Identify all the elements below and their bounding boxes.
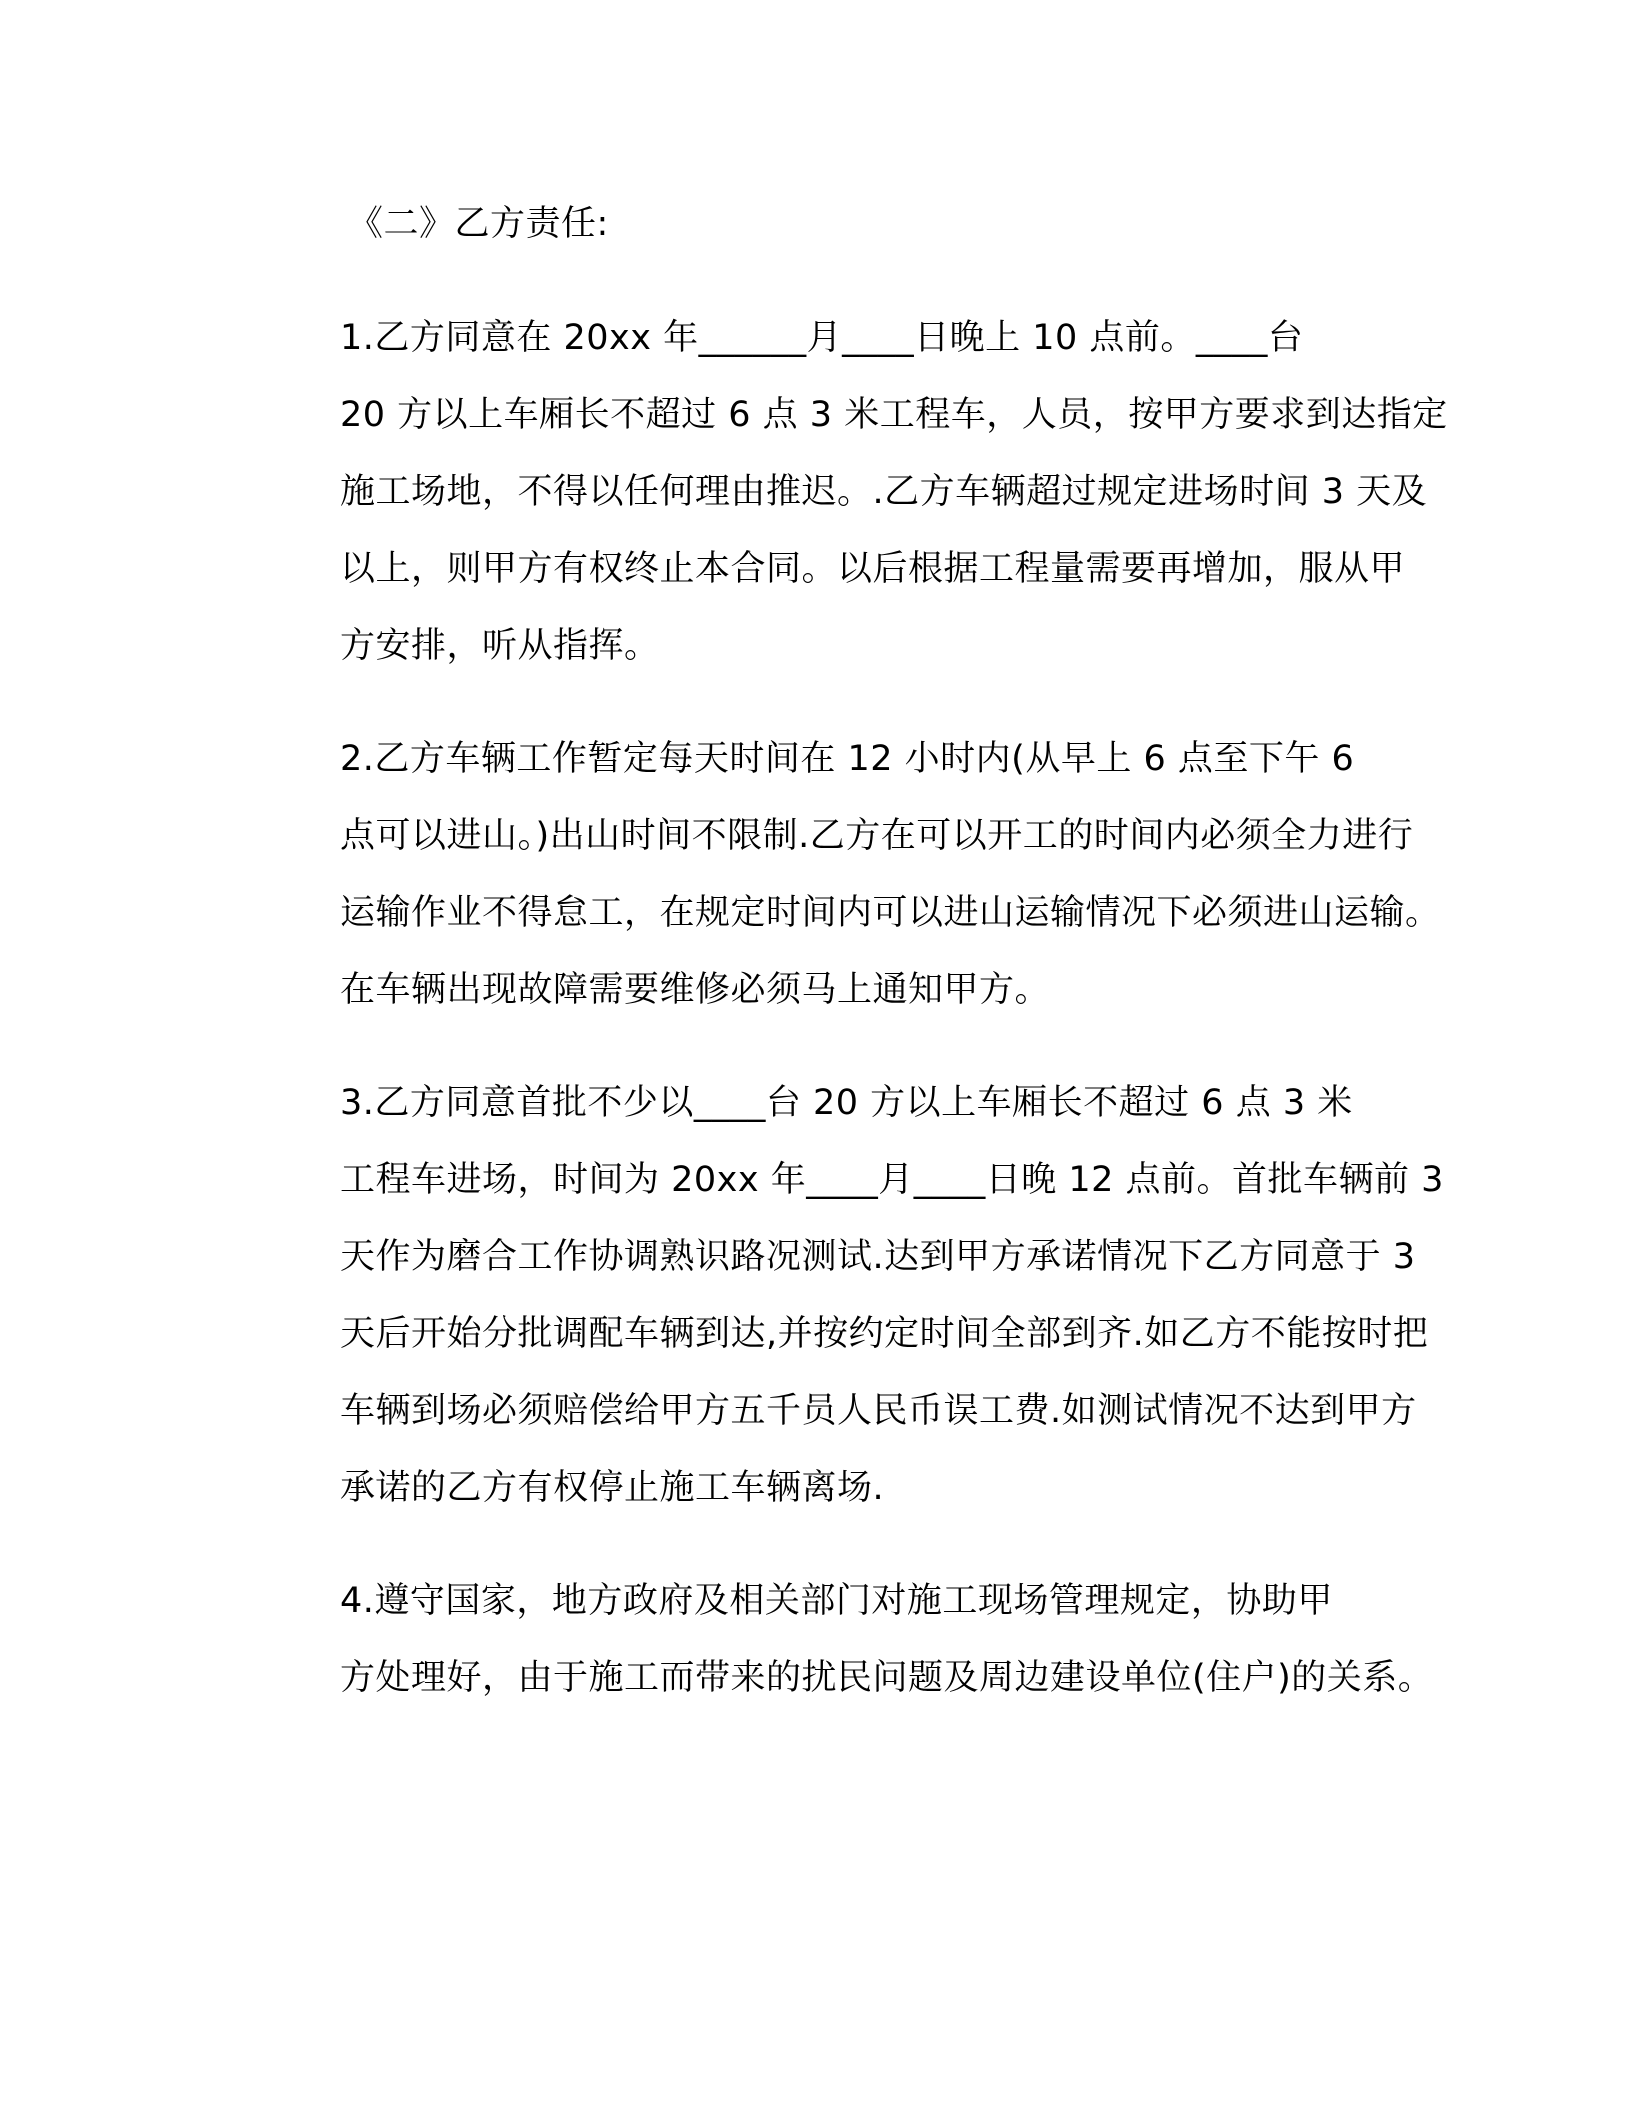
clause-3-line: 承诺的乙方有权停止施工车辆离场. (340, 1468, 885, 1508)
clause-2-line: 2.乙方车辆工作暂定每天时间在 12 小时内(从早上 6 点至下午 6 (340, 739, 1355, 779)
clause-3-line: 工程车进场，时间为 20xx 年____月____日晚 12 点前。首批车辆前 3 (340, 1160, 1444, 1200)
document-body (242, 186, 1448, 1753)
clause-3 (242, 1065, 1444, 1527)
clause-1-line: 施工场地，不得以任何理由推迟。.乙方车辆超过规定进场时间 3 天及 (340, 472, 1428, 512)
clause-1-line: 以上，则甲方有权终止本合同。以后根据工程量需要再增加，服从甲 (340, 549, 1406, 589)
clause-2-line: 在车辆出现故障需要维修必须马上通知甲方。 (340, 970, 1051, 1010)
clause-3-line: 3.乙方同意首批不少以____台 20 方以上车厢长不超过 6 点 3 米 (340, 1083, 1353, 1123)
clause-3-line: 天后开始分批调配车辆到达,并按约定时间全部到齐.如乙方不能按时把 (340, 1314, 1429, 1354)
clause-1-line: 1.乙方同意在 20xx 年______月____日晚上 10 点前。____台 (340, 318, 1304, 358)
clause-4-line: 4.遵守国家，地方政府及相关部门对施工现场管理规定，协助甲 (340, 1581, 1333, 1621)
clause-4-line: 方处理好，由于施工而带来的扰民问题及周边建设单位(住户)的关系。 (340, 1658, 1434, 1698)
clause-1 (242, 300, 1448, 685)
clause-2 (242, 721, 1441, 1029)
clause-2-line: 运输作业不得怠工，在规定时间内可以进山运输情况下必须进山运输。 (340, 893, 1441, 933)
clause-1-line: 方安排，听从指挥。 (340, 626, 660, 666)
clause-1-line: 20 方以上车厢长不超过 6 点 3 米工程车，人员，按甲方要求到达指定 (340, 395, 1448, 435)
clause-2-line: 点可以进山。)出山时间不限制.乙方在可以开工的时间内必须全力进行 (340, 816, 1414, 856)
clause-3-line: 天作为磨合工作协调熟识路况测试.达到甲方承诺情况下乙方同意于 3 (340, 1237, 1416, 1277)
clause-3-line: 车辆到场必须赔偿给甲方五千员人民币误工费.如测试情况不达到甲方 (340, 1391, 1417, 1431)
section-heading: 《二》乙方责任: (348, 204, 609, 244)
clause-4 (242, 1563, 1434, 1717)
